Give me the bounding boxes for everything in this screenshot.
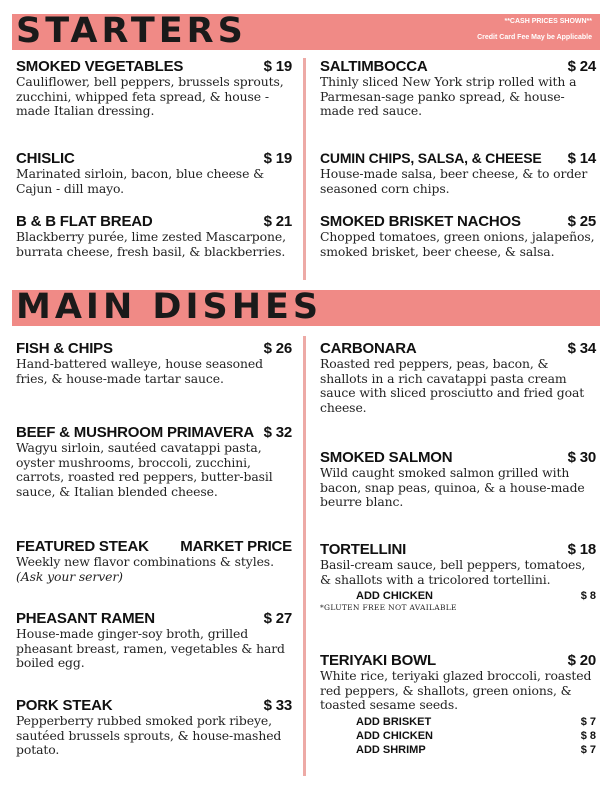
- card-fee-note: Credit Card Fee May be Applicable: [477, 34, 592, 41]
- addon-row: [356, 589, 596, 603]
- menu-item: [16, 610, 292, 671]
- menu-item: [16, 58, 292, 119]
- price-note: [477, 17, 592, 43]
- item-price: $ 33: [263, 697, 292, 714]
- menu-item: [320, 58, 596, 119]
- item-description-text: Weekly new flavor combinations & styles.: [16, 554, 274, 569]
- starters-title: STARTERS: [16, 11, 247, 51]
- item-price: $ 14: [567, 150, 596, 167]
- item-price: $ 26: [263, 340, 292, 357]
- mains-banner: [12, 287, 600, 327]
- item-description: House-made ginger-soy broth, grilled pheasant breast, ramen, vegetables & hard boiled egg.: [16, 626, 285, 671]
- item-name: B & B FLAT BREAD: [16, 213, 153, 230]
- addon-label: ADD SHRIMP: [356, 743, 426, 756]
- item-price: $ 27: [263, 610, 292, 627]
- starters-banner: [12, 11, 600, 51]
- item-description: Marinated sirloin, bacon, blue cheese & Cajun - dill mayo.: [16, 166, 265, 196]
- addon-row: [356, 729, 596, 743]
- item-name: PHEASANT RAMEN: [16, 610, 155, 627]
- column-divider: [303, 336, 306, 776]
- item-description: Roasted red peppers, peas, bacon, & shallots in a rich cavatappi pasta cream sauce with sliced prosciutto and fried goat cheese.: [320, 356, 585, 415]
- item-description: Cauliflower, bell peppers, brussels sprouts, zucchini, whipped feta spread, & house - made Italian dressing.: [16, 74, 284, 119]
- menu-item: [320, 213, 596, 259]
- item-description: Blackberry purée, lime zested Mascarpone, burrata cheese, fresh basil, & blackberries.: [16, 229, 286, 259]
- item-name: FEATURED STEAK: [16, 538, 149, 555]
- item-name: CUMIN CHIPS, SALSA, & CHEESE: [320, 150, 542, 166]
- item-name: BEEF & MUSHROOM PRIMAVERA: [16, 424, 255, 441]
- cash-prices-note: **CASH PRICES SHOWN**: [504, 18, 592, 25]
- item-name: SMOKED VEGETABLES: [16, 58, 184, 75]
- item-description: Wild caught smoked salmon grilled with bacon, snap peas, quinoa, & a house-made beurre blanc.: [320, 465, 585, 510]
- item-description: Wagyu sirloin, sautéed cavatappi pasta, oyster mushrooms, broccoli, zucchini, carrots, roasted red peppers, butter-basil sauce, & Italian blended cheese.: [16, 440, 273, 499]
- item-price: $ 20: [567, 652, 596, 669]
- gluten-free-note: *GLUTEN FREE NOT AVAILABLE: [320, 603, 457, 613]
- item-description: Thinly sliced New York strip rolled with a Parmesan-sage panko spread, & house-made red sauce.: [320, 74, 577, 119]
- item-price: $ 34: [567, 340, 596, 357]
- menu-item: [16, 697, 292, 758]
- item-price: $ 21: [263, 213, 292, 230]
- menu-item: [16, 213, 292, 259]
- item-description: Hand-battered walleye, house seasoned fries, & house-made tartar sauce.: [16, 356, 263, 386]
- menu-item: [320, 652, 596, 757]
- item-description: [16, 555, 292, 584]
- addon-price: $ 7: [580, 743, 596, 756]
- ask-server-note: (Ask your server): [16, 568, 123, 584]
- addon-label: ADD BRISKET: [356, 715, 432, 728]
- menu-item: [16, 150, 292, 196]
- item-price: $ 25: [567, 213, 596, 230]
- item-name: SALTIMBOCCA: [320, 58, 428, 75]
- addon-price: $ 8: [580, 590, 596, 603]
- item-price: $ 18: [567, 541, 596, 558]
- item-name: FISH & CHIPS: [16, 340, 113, 357]
- menu-item: [16, 424, 292, 499]
- menu-item: [320, 541, 596, 613]
- item-name: TORTELLINI: [320, 541, 407, 558]
- menu-item: [320, 340, 596, 415]
- item-price: MARKET PRICE: [180, 538, 292, 555]
- item-description: House-made salsa, beer cheese, & to order seasoned corn chips.: [320, 166, 588, 196]
- menu-item: [320, 449, 596, 510]
- item-price: $ 24: [567, 58, 596, 75]
- item-description: Basil-cream sauce, bell peppers, tomatoes, & shallots with a tricolored tortellini.: [320, 557, 586, 587]
- item-price: $ 32: [263, 424, 292, 441]
- item-description: Pepperberry rubbed smoked pork ribeye, sautéed brussels sprouts, & house-mashed potato.: [16, 713, 282, 758]
- item-name: PORK STEAK: [16, 697, 113, 714]
- item-name: CHISLIC: [16, 150, 75, 167]
- column-divider: [303, 58, 306, 280]
- addon-row: [356, 715, 596, 729]
- item-price: $ 19: [263, 58, 292, 75]
- addon-label: ADD CHICKEN: [356, 590, 433, 603]
- item-price: $ 30: [567, 449, 596, 466]
- item-name: SMOKED BRISKET NACHOS: [320, 213, 521, 230]
- addon-label: ADD CHICKEN: [356, 729, 433, 742]
- addon-price: $ 8: [580, 729, 596, 742]
- menu-item: [16, 340, 292, 386]
- item-name: TERIYAKI BOWL: [320, 652, 437, 669]
- addon-row: [356, 743, 596, 757]
- item-price: $ 19: [263, 150, 292, 167]
- mains-title: MAIN DISHES: [16, 287, 323, 327]
- item-name: CARBONARA: [320, 340, 417, 357]
- item-description: Chopped tomatoes, green onions, jalapeños, smoked brisket, beer cheese, & salsa.: [320, 229, 595, 259]
- item-name: SMOKED SALMON: [320, 449, 453, 466]
- menu-item: [320, 150, 596, 196]
- menu-item: [16, 538, 292, 584]
- item-description: White rice, teriyaki glazed broccoli, roasted red peppers, & shallots, green onions, & toasted sesame seeds.: [320, 668, 592, 713]
- addon-price: $ 7: [580, 715, 596, 728]
